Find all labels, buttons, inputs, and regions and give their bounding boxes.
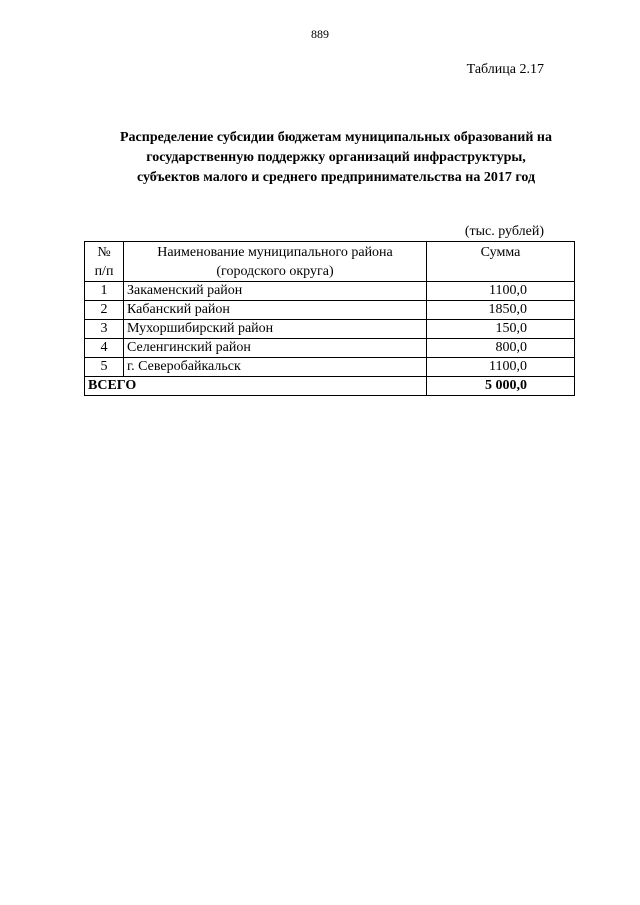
header-name xyxy=(124,242,427,282)
row-number: 3 xyxy=(85,320,124,339)
table-row xyxy=(85,339,575,358)
row-name: г. Северобайкальск xyxy=(124,358,427,377)
row-number: 2 xyxy=(85,301,124,320)
title-line-2: государственную поддержку организаций инфраструктуры, xyxy=(146,150,526,165)
table-row xyxy=(85,301,575,320)
header-number xyxy=(85,242,124,282)
total-label: ВСЕГО xyxy=(85,377,427,396)
row-number: 5 xyxy=(85,358,124,377)
table-label: Таблица 2.17 xyxy=(466,62,544,77)
row-number: 4 xyxy=(85,339,124,358)
title-line-3: субъектов малого и среднего предпринимательства на 2017 год xyxy=(136,170,536,185)
row-sum: 150,0 xyxy=(427,320,575,339)
row-sum: 800,0 xyxy=(427,339,575,358)
header-name-line1: Наименование муниципального района xyxy=(157,245,393,260)
subsidy-table xyxy=(84,241,575,396)
row-name: Мухоршибирский район xyxy=(124,320,427,339)
row-name: Селенгинский район xyxy=(124,339,427,358)
row-name: Закаменский район xyxy=(124,282,427,301)
units-label: (тыс. рублей) xyxy=(464,224,544,239)
row-sum: 1100,0 xyxy=(427,358,575,377)
row-sum: 1100,0 xyxy=(427,282,575,301)
header-sum xyxy=(427,242,575,282)
row-sum: 1850,0 xyxy=(427,301,575,320)
page-number: 889 xyxy=(311,27,329,41)
table-header-row xyxy=(85,242,575,282)
document-title xyxy=(60,128,612,188)
header-sum-label: Сумма xyxy=(480,245,521,260)
table-row xyxy=(85,320,575,339)
header-number-line1: № xyxy=(97,245,111,260)
total-row xyxy=(85,377,575,396)
row-name: Кабанский район xyxy=(124,301,427,320)
title-line-1: Распределение субсидии бюджетам муниципальных образований на xyxy=(120,130,552,145)
header-number-line2: п/п xyxy=(94,264,114,279)
row-number: 1 xyxy=(85,282,124,301)
header-name-line2: (городского округа) xyxy=(216,264,334,279)
total-sum: 5 000,0 xyxy=(427,377,575,396)
table-row xyxy=(85,358,575,377)
table-row xyxy=(85,282,575,301)
